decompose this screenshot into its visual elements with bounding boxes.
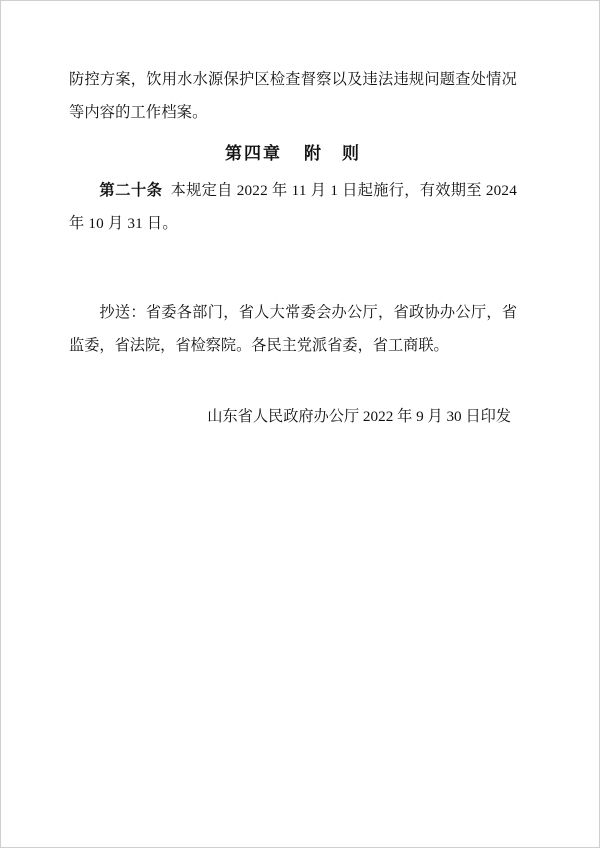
chapter-label: 第四章 <box>225 144 282 163</box>
body-continuation-paragraph: 防控方案，饮用水水源保护区检查督察以及违法违规问题查处情况等内容的工作档案。 <box>69 71 517 121</box>
chapter-name: 附 则 <box>304 144 361 163</box>
cc-line: 抄送：省委各部门，省人大常委会办公厅，省政协办公厅，省监委，省法院，省检察院。各民主党派省委，省工商联。 <box>69 304 517 354</box>
article-number: 第二十条 <box>99 182 163 199</box>
section-spacer <box>69 240 517 296</box>
page-content <box>69 63 517 433</box>
article-paragraph <box>69 174 517 240</box>
chapter-heading <box>69 137 517 170</box>
issuer-line: 山东省人民政府办公厅 2022 年 9 月 30 日印发 <box>207 408 511 425</box>
issuer-spacer <box>69 362 517 400</box>
article-text: 本规定自 2022 年 11 月 1 日起施行，有效期至 2024 年 10 月 31 日。 <box>69 182 517 232</box>
